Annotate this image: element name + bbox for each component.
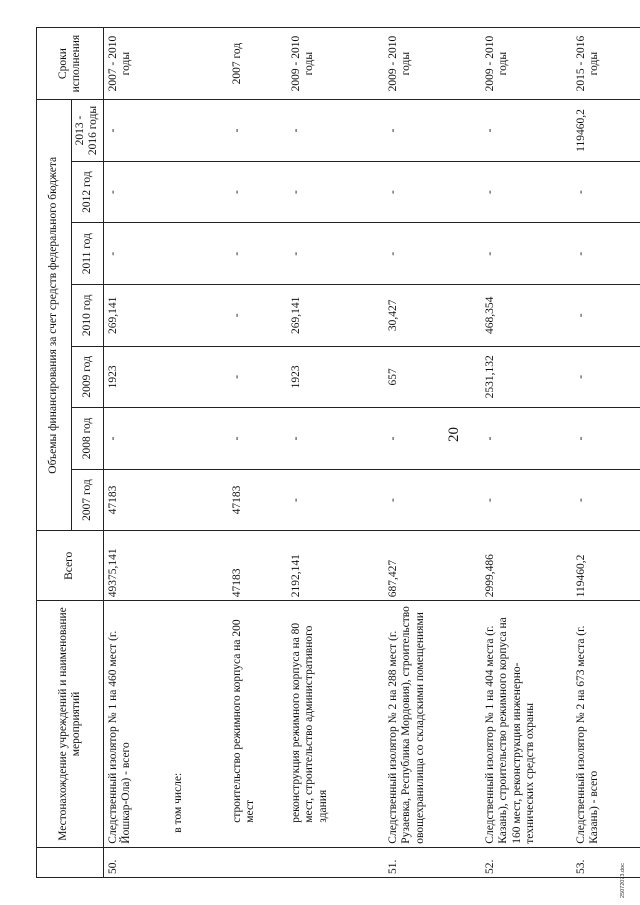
row-value: -	[572, 161, 640, 223]
row-value: -	[103, 100, 169, 162]
row-number	[287, 847, 384, 877]
row-value: -	[287, 100, 384, 162]
row-value: -	[481, 161, 572, 223]
row-name: Следственный изолятор № 2 на 288 мест (г. Рузаевка, Республика Мордовия), строительство овощехранилища со складскими помещениями	[384, 601, 481, 847]
row-value: -	[103, 223, 169, 285]
row-value: -	[228, 284, 287, 346]
header-year: 2012 год	[72, 161, 104, 223]
row-deadline	[169, 28, 228, 100]
header-year: 2008 год	[72, 408, 104, 470]
row-value: -	[572, 469, 640, 531]
row-number: 51.	[384, 847, 481, 877]
header-location: Местонахождение учреждений и наименование мероприятий	[37, 601, 104, 847]
row-value: -	[228, 100, 287, 162]
row-total: 2192,141	[287, 531, 384, 601]
header-row-1	[37, 28, 72, 878]
row-value: -	[384, 161, 481, 223]
row-value: -	[384, 223, 481, 285]
page-number: 20	[446, 427, 462, 442]
row-deadline: 2015 - 2016 годы	[572, 28, 640, 100]
table-row	[169, 28, 228, 878]
table-row	[228, 28, 287, 878]
row-value: 47183	[228, 469, 287, 531]
row-deadline: 2007 - 2010 годы	[103, 28, 169, 100]
row-name: в том числе:	[169, 601, 228, 847]
row-value: -	[384, 408, 481, 470]
row-value: 468,354	[481, 284, 572, 346]
row-value: -	[228, 161, 287, 223]
row-value	[169, 161, 228, 223]
header-year: 2013 - 2016 годы	[72, 100, 104, 162]
header-year: 2010 год	[72, 284, 104, 346]
header-year: 2011 год	[72, 223, 104, 285]
row-value: 119460,2	[572, 100, 640, 162]
row-total: 2999,486	[481, 531, 572, 601]
row-deadline: 2009 - 2010 годы	[384, 28, 481, 100]
row-value: -	[287, 408, 384, 470]
row-value: -	[572, 408, 640, 470]
row-name: строительство режимного корпуса на 200 мест	[228, 601, 287, 847]
row-value: -	[481, 100, 572, 162]
row-value: 269,141	[103, 284, 169, 346]
row-value: -	[481, 223, 572, 285]
header-no	[37, 847, 104, 877]
row-name: Следственный изолятор № 2 на 673 места (г. Казань) - всего	[572, 601, 640, 847]
row-number	[228, 847, 287, 877]
row-value: -	[228, 346, 287, 408]
row-value: -	[572, 346, 640, 408]
row-value: -	[572, 284, 640, 346]
row-value	[169, 346, 228, 408]
table-row	[481, 28, 572, 878]
table-body	[103, 28, 640, 878]
header-funding: Объемы финансирования за счет средств федерального бюджета	[37, 100, 72, 531]
row-value: -	[481, 408, 572, 470]
row-total: 119460,2	[572, 531, 640, 601]
row-value: -	[481, 469, 572, 531]
row-value	[169, 408, 228, 470]
header-year: 2007 год	[72, 469, 104, 531]
row-value: -	[228, 223, 287, 285]
row-value: -	[287, 223, 384, 285]
row-value: 1923	[287, 346, 384, 408]
row-value: -	[572, 223, 640, 285]
row-value: -	[287, 469, 384, 531]
row-total	[169, 531, 228, 601]
row-total: 49375,141	[103, 531, 169, 601]
row-number	[169, 847, 228, 877]
table-row	[103, 28, 169, 878]
table-row	[572, 28, 640, 878]
row-value: -	[228, 408, 287, 470]
row-total: 47183	[228, 531, 287, 601]
row-value: -	[287, 161, 384, 223]
header-year: 2009 год	[72, 346, 104, 408]
row-total: 687,427	[384, 531, 481, 601]
header-total: Всего	[37, 531, 104, 601]
row-value: 30,427	[384, 284, 481, 346]
row-value: 657	[384, 346, 481, 408]
row-value: -	[384, 469, 481, 531]
footer-filename: 25072073.doc	[620, 863, 626, 898]
row-deadline: 2009 - 2010 годы	[287, 28, 384, 100]
table-row	[287, 28, 384, 878]
row-value: 1923	[103, 346, 169, 408]
row-value	[169, 284, 228, 346]
row-value: 2531,132	[481, 346, 572, 408]
table-row	[384, 28, 481, 878]
header-deadline: Сроки исполнения	[37, 28, 104, 100]
row-value	[169, 100, 228, 162]
row-name: реконструкция режимного корпуса на 80 мест, строительство административного здания	[287, 601, 384, 847]
row-value	[169, 223, 228, 285]
row-value	[169, 469, 228, 531]
row-name: Следственный изолятор № 1 на 460 мест (г. Йошкар-Ола) - всего	[103, 601, 169, 847]
row-value: -	[103, 161, 169, 223]
row-number: 50.	[103, 847, 169, 877]
row-value: -	[103, 408, 169, 470]
row-number: 52.	[481, 847, 572, 877]
row-name: Следственный изолятор № 1 на 404 места (г. Казань), строительство режимного корпуса на 160 мест, реконструкция инженерно-технических средств охраны	[481, 601, 572, 847]
row-deadline: 2007 год	[228, 28, 287, 100]
row-number: 53.	[572, 847, 640, 877]
row-value: 47183	[103, 469, 169, 531]
row-deadline: 2009 - 2010 годы	[481, 28, 572, 100]
row-value: 269,141	[287, 284, 384, 346]
row-value: -	[384, 100, 481, 162]
funding-table	[36, 27, 640, 878]
rotated-table-container	[36, 27, 603, 878]
